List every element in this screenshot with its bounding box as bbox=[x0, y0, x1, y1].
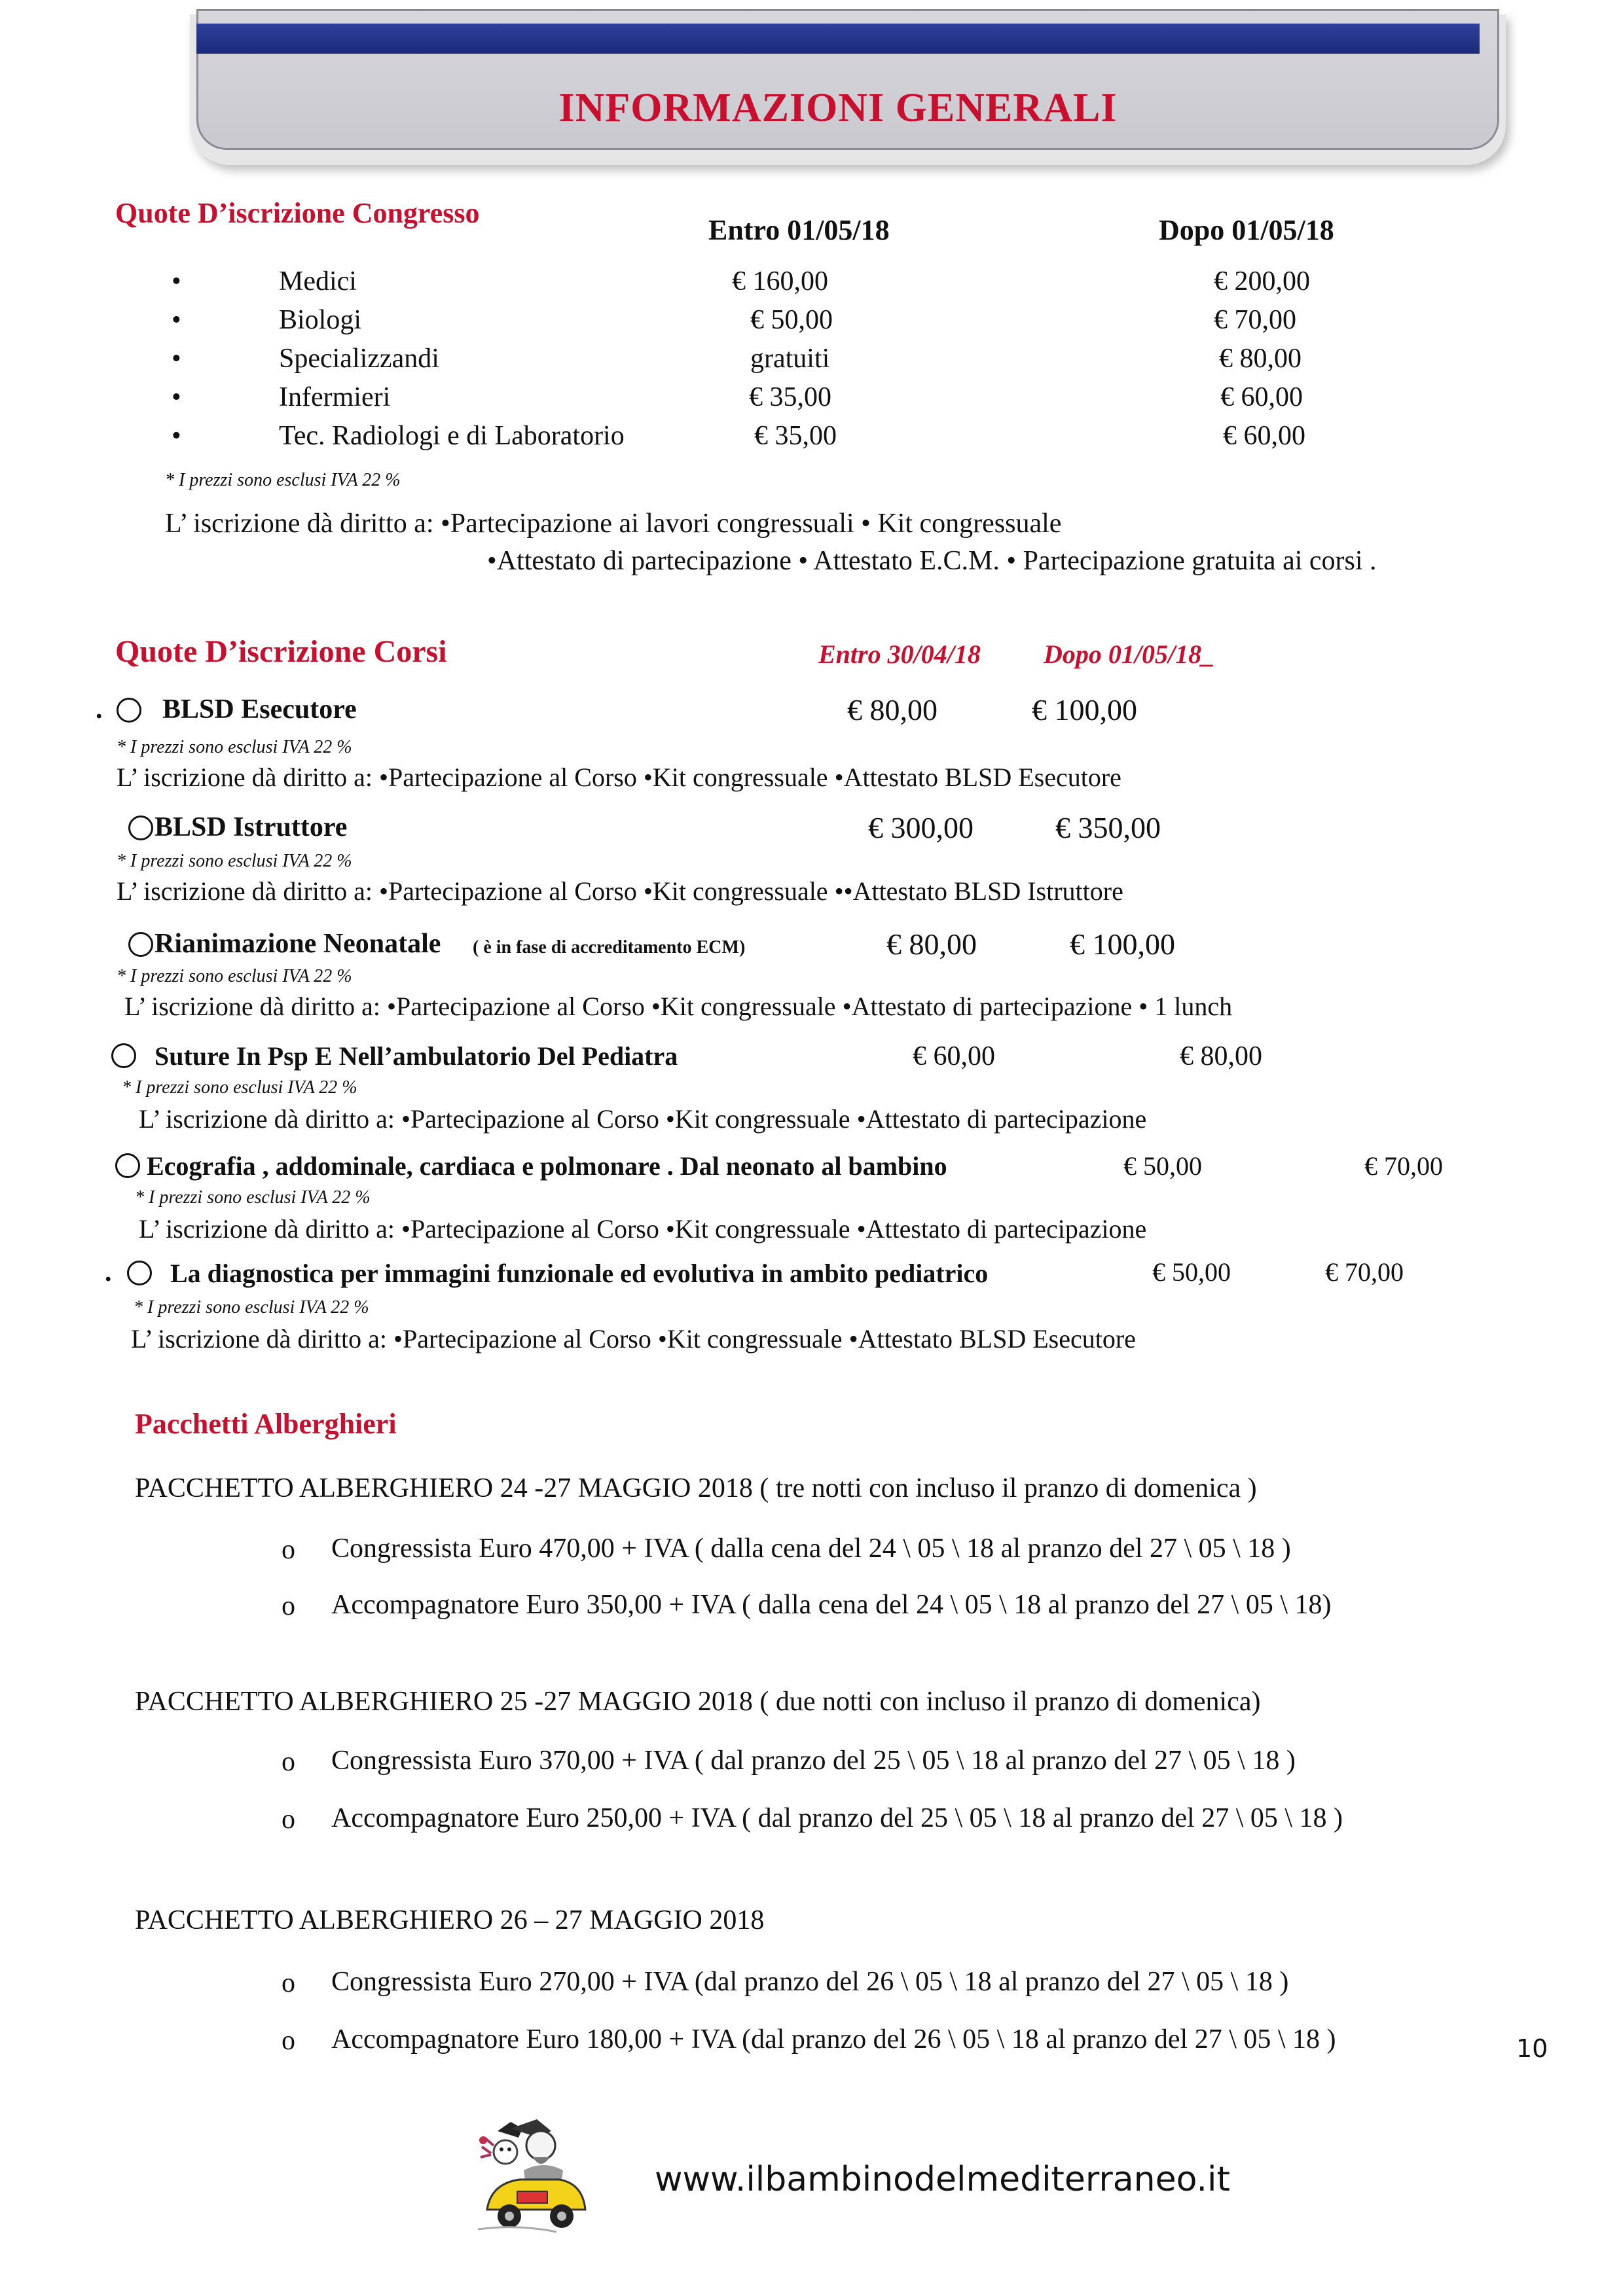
course-prefix: . bbox=[96, 694, 103, 725]
package-item: Accompagnatore Euro 250,00 + IVA ( dal pranzo del 25 \ 05 \ 18 al pranzo del 27 \ 05 \ 18 ) bbox=[331, 1803, 1343, 1833]
course-after: € 100,00 bbox=[1032, 693, 1137, 726]
bullet: • bbox=[172, 344, 181, 374]
course-accreditation-note: ( è in fase di accreditamento ECM) bbox=[473, 937, 746, 958]
course-prefix: . bbox=[105, 1257, 112, 1287]
bullet: o bbox=[282, 1968, 295, 1998]
bullet: o bbox=[282, 1804, 295, 1835]
course-rights: L’ iscrizione dà diritto a: •Partecipazione al Corso •Kit congressuale •Attestato di partecipazione bbox=[139, 1104, 1147, 1134]
fee-before: € 35,00 bbox=[749, 382, 831, 412]
congress-heading: Quote D’iscrizione Congresso bbox=[115, 197, 480, 229]
fee-label-biologi: Biologi bbox=[279, 305, 362, 335]
course-rights: L’ iscrizione dà diritto a: •Partecipazione al Corso •Kit congressuale •Attestato BLSD Esecutore bbox=[131, 1324, 1136, 1354]
congress-rights-line1: L’ iscrizione dà diritto a: •Partecipazione ai lavori congressuali • Kit congressuale bbox=[165, 509, 1062, 539]
course-before: € 60,00 bbox=[913, 1041, 995, 1071]
fee-before: € 160,00 bbox=[732, 266, 828, 296]
fee-before: € 35,00 bbox=[754, 421, 837, 451]
fee-after: € 60,00 bbox=[1220, 382, 1303, 412]
congress-rights-line2: •Attestato di partecipazione • Attestato E.C.M. • Partecipazione gratuita ai corsi . bbox=[487, 546, 1377, 576]
vat-note: * I prezzi sono esclusi IVA 22 % bbox=[134, 1297, 369, 1318]
courses-col-before: Entro 30/04/18 bbox=[818, 639, 981, 669]
course-before: € 80,00 bbox=[847, 693, 938, 726]
bullet: o bbox=[282, 2026, 295, 2056]
vat-note: * I prezzi sono esclusi IVA 22 % bbox=[117, 851, 352, 871]
course-name: Suture In Psp E Nell’ambulatorio Del Pediatra bbox=[155, 1041, 678, 1071]
fee-after: € 70,00 bbox=[1214, 305, 1296, 335]
bullet: o bbox=[282, 1535, 295, 1565]
fee-label-specializzandi: Specializzandi bbox=[279, 344, 439, 374]
vat-note: * I prezzi sono esclusi IVA 22 % bbox=[117, 737, 352, 757]
package-item: Accompagnatore Euro 350,00 + IVA ( dalla cena del 24 \ 05 \ 18 al pranzo del 27 \ 05 \ 18) bbox=[331, 1590, 1332, 1620]
course-name: Ecografia , addominale, cardiaca e polmonare . Dal neonato al bambino bbox=[147, 1151, 947, 1181]
congress-col-after: Dopo 01/05/18 bbox=[1159, 214, 1334, 246]
website-url[interactable]: www.ilbambinodelmediterraneo.it bbox=[655, 2160, 1230, 2199]
package-item: Accompagnatore Euro 180,00 + IVA (dal pranzo del 26 \ 05 \ 18 al pranzo del 27 \ 05 \ 18 ) bbox=[331, 2024, 1336, 2054]
fee-label-tecnici: Tec. Radiologi e di Laboratorio bbox=[279, 421, 625, 451]
course-after: € 100,00 bbox=[1070, 927, 1175, 961]
bullet: • bbox=[172, 382, 181, 412]
page-title: INFORMAZIONI GENERALI bbox=[558, 86, 1118, 130]
course-after: € 70,00 bbox=[1325, 1257, 1404, 1287]
vat-note: * I prezzi sono esclusi IVA 22 % bbox=[117, 966, 352, 986]
course-name: BLSD Esecutore bbox=[162, 694, 357, 725]
course-before: € 50,00 bbox=[1152, 1257, 1231, 1287]
header-banner-bar bbox=[196, 24, 1480, 54]
package-item: Congressista Euro 370,00 + IVA ( dal pranzo del 25 \ 05 \ 18 al pranzo del 27 \ 05 \ 18 ) bbox=[331, 1746, 1296, 1776]
course-rights: L’ iscrizione dà diritto a: •Partecipazione al Corso •Kit congressuale •Attestato BLSD Esecutore bbox=[117, 762, 1121, 792]
package-item: Congressista Euro 270,00 + IVA (dal pranzo del 26 \ 05 \ 18 al pranzo del 27 \ 05 \ 18 ) bbox=[331, 1967, 1289, 1997]
hotels-heading: Pacchetti Alberghieri bbox=[135, 1408, 397, 1440]
package-title: PACCHETTO ALBERGHIERO 26 – 27 MAGGIO 2018 bbox=[135, 1905, 765, 1935]
vat-note: * I prezzi sono esclusi IVA 22 % bbox=[165, 470, 401, 490]
fee-after: € 80,00 bbox=[1219, 344, 1302, 374]
course-rights: L’ iscrizione dà diritto a: •Partecipazione al Corso •Kit congressuale •Attestato di partecipazione bbox=[139, 1214, 1147, 1244]
vat-note: * I prezzi sono esclusi IVA 22 % bbox=[122, 1077, 357, 1098]
vat-note: * I prezzi sono esclusi IVA 22 % bbox=[135, 1187, 371, 1208]
bullet: o bbox=[282, 1591, 295, 1621]
radio-circle-icon[interactable] bbox=[117, 698, 141, 723]
radio-circle-icon[interactable] bbox=[127, 1261, 152, 1285]
course-rights: L’ iscrizione dà diritto a: •Partecipazione al Corso •Kit congressuale ••Attestato BLSD Istruttore bbox=[117, 876, 1123, 906]
package-title: PACCHETTO ALBERGHIERO 24 -27 MAGGIO 2018 ( tre notti con incluso il pranzo di domenica ) bbox=[135, 1473, 1257, 1503]
course-after: € 70,00 bbox=[1364, 1151, 1443, 1181]
fee-after: € 200,00 bbox=[1214, 266, 1310, 296]
fee-label-medici: Medici bbox=[279, 266, 357, 296]
cartoon-car-logo-icon bbox=[478, 2111, 589, 2242]
page-number: 10 bbox=[1516, 2034, 1548, 2063]
bullet: o bbox=[282, 1747, 295, 1777]
courses-col-after: Dopo 01/05/18_ bbox=[1044, 639, 1215, 669]
course-name: BLSD Istruttore bbox=[155, 812, 348, 842]
fee-before: € 50,00 bbox=[750, 305, 833, 335]
course-rights: L’ iscrizione dà diritto a: •Partecipazione al Corso •Kit congressuale •Attestato di partecipazione • 1 lunch bbox=[124, 992, 1233, 1021]
package-item: Congressista Euro 470,00 + IVA ( dalla cena del 24 \ 05 \ 18 al pranzo del 27 \ 05 \ 18 ) bbox=[331, 1534, 1291, 1564]
course-after: € 350,00 bbox=[1055, 811, 1161, 844]
course-before: € 50,00 bbox=[1123, 1151, 1202, 1181]
fee-before: gratuiti bbox=[750, 344, 830, 374]
package-title: PACCHETTO ALBERGHIERO 25 -27 MAGGIO 2018 ( due notti con incluso il pranzo di domenica) bbox=[135, 1687, 1261, 1717]
course-after: € 80,00 bbox=[1180, 1041, 1262, 1071]
radio-circle-icon[interactable] bbox=[111, 1043, 136, 1068]
course-name: Rianimazione Neonatale bbox=[155, 929, 441, 959]
course-before: € 300,00 bbox=[868, 811, 974, 844]
radio-circle-icon[interactable] bbox=[115, 1153, 140, 1178]
radio-circle-icon[interactable] bbox=[128, 932, 153, 957]
bullet: • bbox=[172, 421, 181, 451]
fee-after: € 60,00 bbox=[1223, 421, 1305, 451]
congress-col-before: Entro 01/05/18 bbox=[708, 214, 890, 246]
fee-label-infermieri: Infermieri bbox=[279, 382, 391, 412]
bullet: • bbox=[172, 305, 181, 335]
course-before: € 80,00 bbox=[886, 927, 977, 961]
radio-circle-icon[interactable] bbox=[128, 816, 153, 840]
courses-heading: Quote D’iscrizione Corsi bbox=[115, 634, 447, 669]
course-name: La diagnostica per immagini funzionale ed evolutiva in ambito pediatrico bbox=[170, 1259, 989, 1288]
bullet: • bbox=[172, 266, 181, 296]
